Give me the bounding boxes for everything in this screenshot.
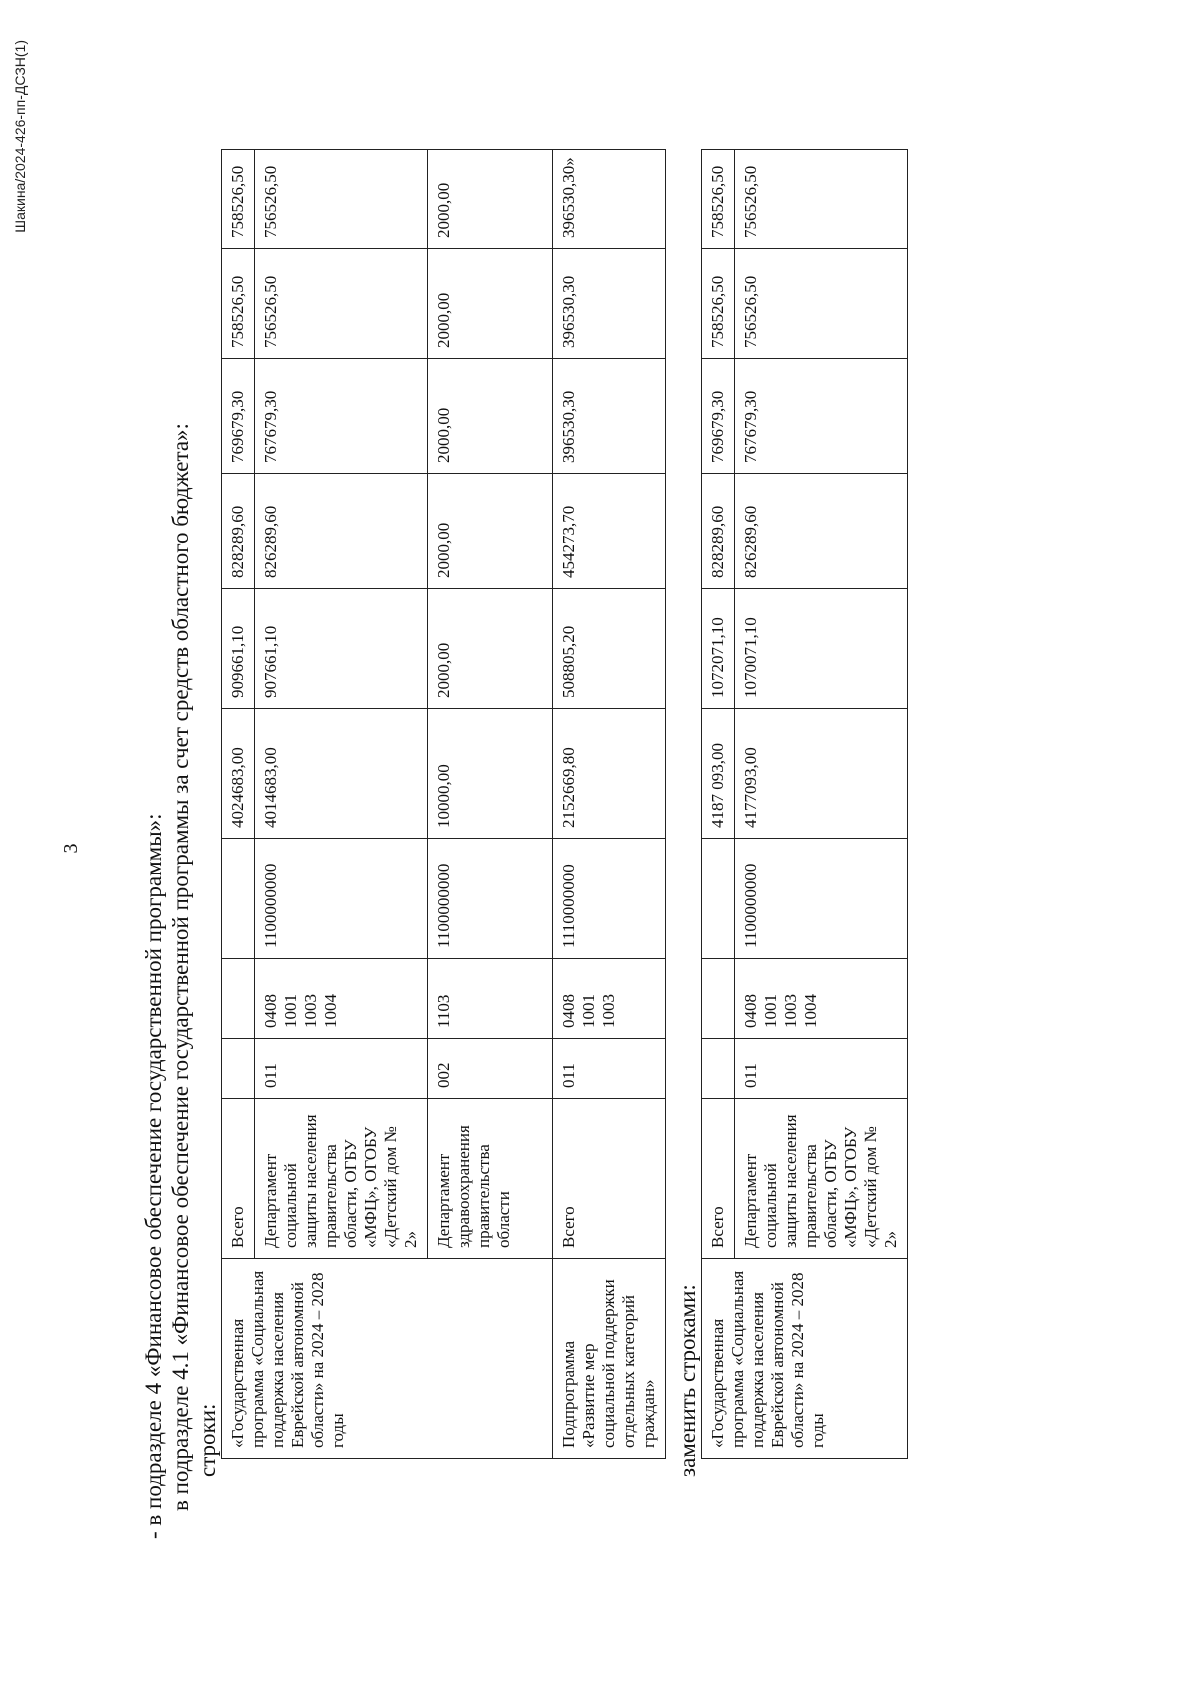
year-3-cell: 767679,30 [255, 359, 428, 474]
year-5-cell: 396530,30» [553, 150, 666, 249]
csr-cell [702, 839, 735, 959]
executor-cell: Департамент социальной защиты населения правительства области, ОГБУ «МФЦ», ОГОБУ «Детский дом № 2» [255, 1099, 428, 1259]
rzpr-code: 1004 [801, 994, 820, 1028]
grbs-cell [702, 1039, 735, 1099]
year-1-cell: 2000,00 [428, 589, 553, 709]
year-4-cell: 756526,50 [255, 249, 428, 359]
rzpr-code: 1003 [301, 994, 320, 1028]
year-1-cell: 907661,10 [255, 589, 428, 709]
document-body [140, 117, 908, 1547]
table-old-rows [221, 149, 666, 1459]
program-name-cell: «Государственная программа «Социальная поддержка населения Еврейской автономной области» на 2024 – 2028 годы [702, 1259, 908, 1459]
year-2-cell: 826289,60 [735, 474, 908, 589]
rzpr-code: 1003 [781, 994, 800, 1028]
executor-cell: Всего [222, 1099, 255, 1259]
executor-cell: Всего [553, 1099, 666, 1259]
year-1-cell: 909661,10 [222, 589, 255, 709]
year-4-cell: 2000,00 [428, 249, 553, 359]
total-cell: 10000,00 [428, 709, 553, 839]
rzpr-cell [702, 959, 735, 1039]
rzpr-code: 0408 [261, 994, 280, 1028]
total-cell: 2152669,80 [553, 709, 666, 839]
rzpr-code: 1004 [321, 994, 340, 1028]
year-4-cell: 396530,30 [553, 249, 666, 359]
grbs-cell: 011 [553, 1039, 666, 1099]
year-5-cell: 756526,50 [735, 150, 908, 249]
page-number: 3 [60, 843, 82, 854]
grbs-cell: 002 [428, 1039, 553, 1099]
rzpr-code: 1103 [434, 994, 453, 1028]
executor-cell: Всего [702, 1099, 735, 1259]
replace-label: заменить строками: [675, 1284, 700, 1477]
year-1-cell: 1070071,10 [735, 589, 908, 709]
program-name-cell: «Государственная программа «Социальная поддержка населения Еврейской автономной области» на 2024 – 2028 годы [222, 1259, 553, 1459]
csr-cell [222, 839, 255, 959]
rzpr-code: 1001 [761, 994, 780, 1028]
grbs-cell: 011 [735, 1039, 908, 1099]
subprogram-name-cell: Подпрограмма «Развитие мер социальной поддержки отдельных категорий граждан» [553, 1259, 666, 1459]
rzpr-cell [735, 959, 908, 1039]
year-2-cell: 2000,00 [428, 474, 553, 589]
grbs-cell [222, 1039, 255, 1099]
year-2-cell: 828289,60 [702, 474, 735, 589]
total-cell: 4177093,00 [735, 709, 908, 839]
table-row [553, 150, 666, 1459]
rzpr-code: 1003 [599, 994, 618, 1028]
year-2-cell: 826289,60 [255, 474, 428, 589]
table-new-rows [701, 149, 908, 1459]
year-1-cell: 508805,20 [553, 589, 666, 709]
year-2-cell: 454273,70 [553, 474, 666, 589]
year-4-cell: 756526,50 [735, 249, 908, 359]
year-5-cell: 758526,50 [222, 150, 255, 249]
total-cell: 4014683,00 [255, 709, 428, 839]
year-3-cell: 2000,00 [428, 359, 553, 474]
year-3-cell: 769679,30 [222, 359, 255, 474]
executor-cell: Департамент социальной защиты населения правительства области, ОГБУ «МФЦ», ОГОБУ «Детский дом № 2» [735, 1099, 908, 1259]
year-1-cell: 1072071,10 [702, 589, 735, 709]
rzpr-code: 1001 [281, 994, 300, 1028]
year-3-cell: 767679,30 [735, 359, 908, 474]
rzpr-cell [553, 959, 666, 1039]
rzpr-cell [428, 959, 553, 1039]
year-5-cell: 758526,50 [702, 150, 735, 249]
year-3-cell: 396530,30 [553, 359, 666, 474]
rows-label: строки: [195, 1403, 220, 1477]
heading-subsection-4: - в подразделе 4 «Финансовое обеспечение государственной программы»: [141, 813, 166, 1539]
executor-cell: Департамент здравоохранения правительства области [428, 1099, 553, 1259]
rzpr-code: 0408 [559, 994, 578, 1028]
table-row [702, 150, 735, 1459]
csr-cell: 1100000000 [428, 839, 553, 959]
total-cell: 4024683,00 [222, 709, 255, 839]
rzpr-code: 0408 [741, 994, 760, 1028]
year-3-cell: 769679,30 [702, 359, 735, 474]
total-cell: 4187 093,00 [702, 709, 735, 839]
grbs-cell: 011 [255, 1039, 428, 1099]
file-footer: Шакина/2024-426-пп-ДСЗН(1) [12, 40, 28, 233]
table-row [222, 150, 255, 1459]
year-5-cell: 2000,00 [428, 150, 553, 249]
csr-cell: 1110000000 [553, 839, 666, 959]
year-5-cell: 756526,50 [255, 150, 428, 249]
rzpr-cell [255, 959, 428, 1039]
year-4-cell: 758526,50 [702, 249, 735, 359]
year-4-cell: 758526,50 [222, 249, 255, 359]
heading-subsection-4-1: в подразделе 4.1 «Финансовое обеспечение государственной программы за счет средств областного бюджета»: [168, 423, 193, 1511]
year-2-cell: 828289,60 [222, 474, 255, 589]
csr-cell: 1100000000 [735, 839, 908, 959]
csr-cell: 1100000000 [255, 839, 428, 959]
rzpr-code: 1001 [579, 994, 598, 1028]
rzpr-cell [222, 959, 255, 1039]
